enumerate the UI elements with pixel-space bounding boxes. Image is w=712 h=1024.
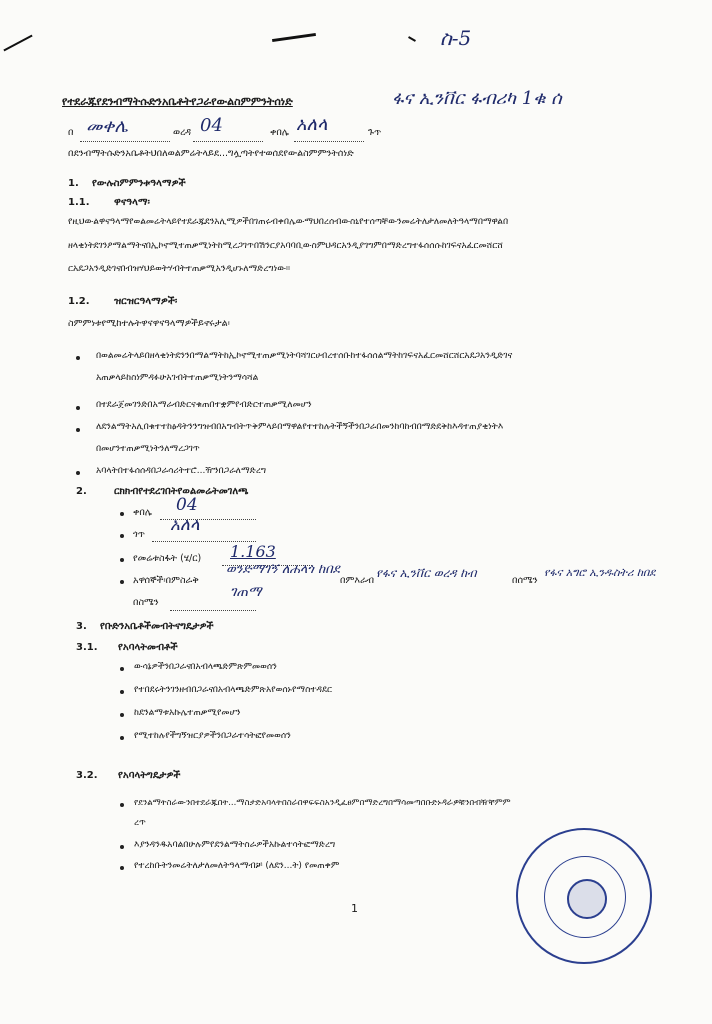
intro-line-2: በደንብማትሱድንአቤቶትህበለወልምሬትላይደ...ግሏጣትየተወሰደየውልስምምንትሰነድ: [68, 148, 354, 159]
section-1-2-bullet-2: በተደራጀመገንድበአማራብድርናቁጠበተቋምየብድርተጠቃሚለመሆን: [96, 400, 312, 410]
section-1-1-paragraph-line-1: የዚህውልዋናዓላማየወልመሬትላይየተደራጁደንአሊሚዎችበገጠሩብቀበሌውማህበረሰብውስኒየተሰጣቸውንመሬትለታለመለትዓላማበማዋልበ: [68, 217, 509, 227]
section-3-2-bullet-2: እያንዳንዱአባልበሁሉምየደንልማትስራዎችአኩልተሳትፎማድረግ: [134, 840, 336, 850]
section-1-1-number: 1.1.: [68, 197, 90, 208]
section-3-1-bullet-2: የተበደሩትንገንዘብበጋራናበአብላጫድምጽአየወሰኑየማስተዳደር: [134, 685, 332, 695]
stamp-emblem-icon: [567, 879, 607, 919]
section-1-2-bullet-3-cont: በመሆንተጠቃሚነትንለማረጋገጥ: [96, 444, 200, 454]
section-1-2-bullet-3: ለደንልማትአሊበቁተተከፅዳትንንግዝብበአግብትጥቅምላይበማዋልየተተከሉትችኝችንበጋራበመንከባከብበማድደቅከእዳተጠያቂነትእ: [96, 422, 504, 432]
section-3-1-heading: የአባላትመብቶች: [118, 642, 178, 653]
intro-label-kebele: ቀበሌ: [270, 127, 289, 138]
intro-kebele-value: አለላ: [296, 114, 328, 135]
intro-label-place: በ: [68, 127, 74, 138]
section-2-north-label: በሰሜን: [512, 575, 538, 586]
intro-place-value: መቀሌ: [86, 116, 128, 137]
section-3-1-number: 3.1.: [76, 642, 98, 653]
section-2-heading: ርክክብየተደረገበትየወልመሬትመገለጫ: [114, 486, 249, 497]
section-1-2-bullet-1-cont: አጠቃላይከስነምዳፉሁአገብትተጠቃሚነትንማሳሻል: [96, 373, 259, 383]
pen-stroke-top-left: [3, 35, 32, 52]
page-reference-mark: ስ-5: [440, 26, 472, 50]
document-title: የተደራጁየደንብማትሱድንአቤቶትየጋራየውልስምምንትሰነድ: [62, 95, 293, 108]
section-2-north-value: የፋና አግሮ ኢንዱስትሪ ከበደ: [544, 566, 656, 579]
section-3-2-heading: የአባላትግዴታዎች: [118, 770, 181, 781]
section-2-got-value: አለላ: [170, 515, 200, 535]
section-2-west-value: የፋና ኢንቨር ወረዳ ከብ: [376, 566, 477, 580]
official-stamp: [516, 828, 652, 964]
section-1-2-bullet-4: አባላትበተፋሰሰዳበጋራሳሪትተሮ...ዥንበጋራለማድረግ: [96, 466, 267, 476]
section-1-heading: የውሉስምምንቱዓላማዎች: [92, 178, 186, 189]
section-3-2-bullet-1-cont: ረጥ: [134, 818, 146, 828]
section-3-2-bullet-1: የደንልማትስራውንበተደራጁበት...ማስታድአባላትበስራበዋፍፍስአንዲፈፀምበማድረግበማሳመጣበቡድኑዳራዎቹንበብዥቸምም: [134, 798, 511, 808]
section-3-heading: የቡድንአቤቶችመብትናግዴታዎች: [100, 621, 214, 632]
section-2-east-value: ወንድማገኝ ለሐላጎ ከበደ: [226, 562, 340, 577]
section-2-south-label: በስሜን: [133, 597, 159, 608]
handwritten-note: ፋና ኢንቨር ፋብሪካ 1ቁ ሰ: [392, 88, 562, 109]
section-1-1-paragraph-line-3: ርአደጋአንዲድገናበብዝሃህይወትሃብትተጠቃሚአንዲሆኑለማድረግነው።: [68, 264, 291, 274]
section-2-kebele-value: 04: [176, 495, 198, 515]
section-2-area-label: የመሬቱስፋት (ሄ/ር): [133, 553, 202, 564]
section-2-south-value: ገጠማ: [230, 584, 262, 600]
section-1-2-intro: ስምምነቱየሚከተሉትዋናዋናዓላማዎችይኖሩታል፡: [68, 318, 230, 329]
section-1-number: 1.: [68, 178, 79, 189]
section-3-1-bullet-4: የሚተከሉየችግኝዝርያዎችንበጋራተሳትፎየመወሰን: [134, 731, 291, 741]
section-2-boundaries-label: አዋሰኞች፡በምስራቅ: [133, 575, 199, 586]
section-2-area-value: 1.163: [230, 542, 276, 561]
intro-label-house: ጉጥ: [368, 127, 382, 138]
section-3-1-bullet-3: ከደንልማቱአኩሌተጠቃሚየመሆን: [134, 708, 241, 718]
section-2-kebele-label: ቀበሌ: [133, 507, 152, 518]
section-1-2-number: 1.2.: [68, 296, 90, 307]
section-1-2-bullet-1: በወልመሬትላይበዘላቂነትደንንበማልማትከኢኮኖሚተጠቃሚነትባሻገርሀብረተሰቡከተፋሰሰልማትከገፍናአፈርመሸርሸርአደጋአንዲድገና: [96, 351, 513, 361]
section-1-1-paragraph-line-2: ዘላቂነትደገንዖማልማትናበኢኮኖሚተጠቃሚነትከሚረጋገጥበሽንርያአባባቢውስምህዳርአንዲያገግምበማድረግተፋሰሰሱከገፍናአፈርመሸርሸ: [68, 241, 503, 251]
section-1-1-heading: ዋናዓላማ፡: [114, 197, 150, 208]
page-number: 1: [351, 902, 358, 915]
intro-label-zone: ወረዳ: [173, 127, 192, 138]
section-2-got-label: ጎጥ: [133, 529, 145, 540]
section-1-2-heading: ዝርዝርዓላማዎች፡: [114, 296, 178, 307]
pen-stroke-top: [272, 33, 316, 42]
section-3-number: 3.: [76, 621, 87, 632]
section-2-west-label: በምእራብ: [340, 575, 375, 586]
section-3-1-bullet-1: ውሳኔዎችንበጋራናበአብላጫድምጽምመወሰን: [134, 662, 277, 672]
section-2-number: 2.: [76, 486, 87, 497]
intro-zone-value: 04: [200, 115, 223, 136]
section-3-2-number: 3.2.: [76, 770, 98, 781]
section-3-2-bullet-3: የተረከቡትንመሬትለታለመለትዓላማብቻ (ለደን...ት) የመጠቀም: [134, 861, 340, 871]
pen-dash: [408, 36, 416, 42]
